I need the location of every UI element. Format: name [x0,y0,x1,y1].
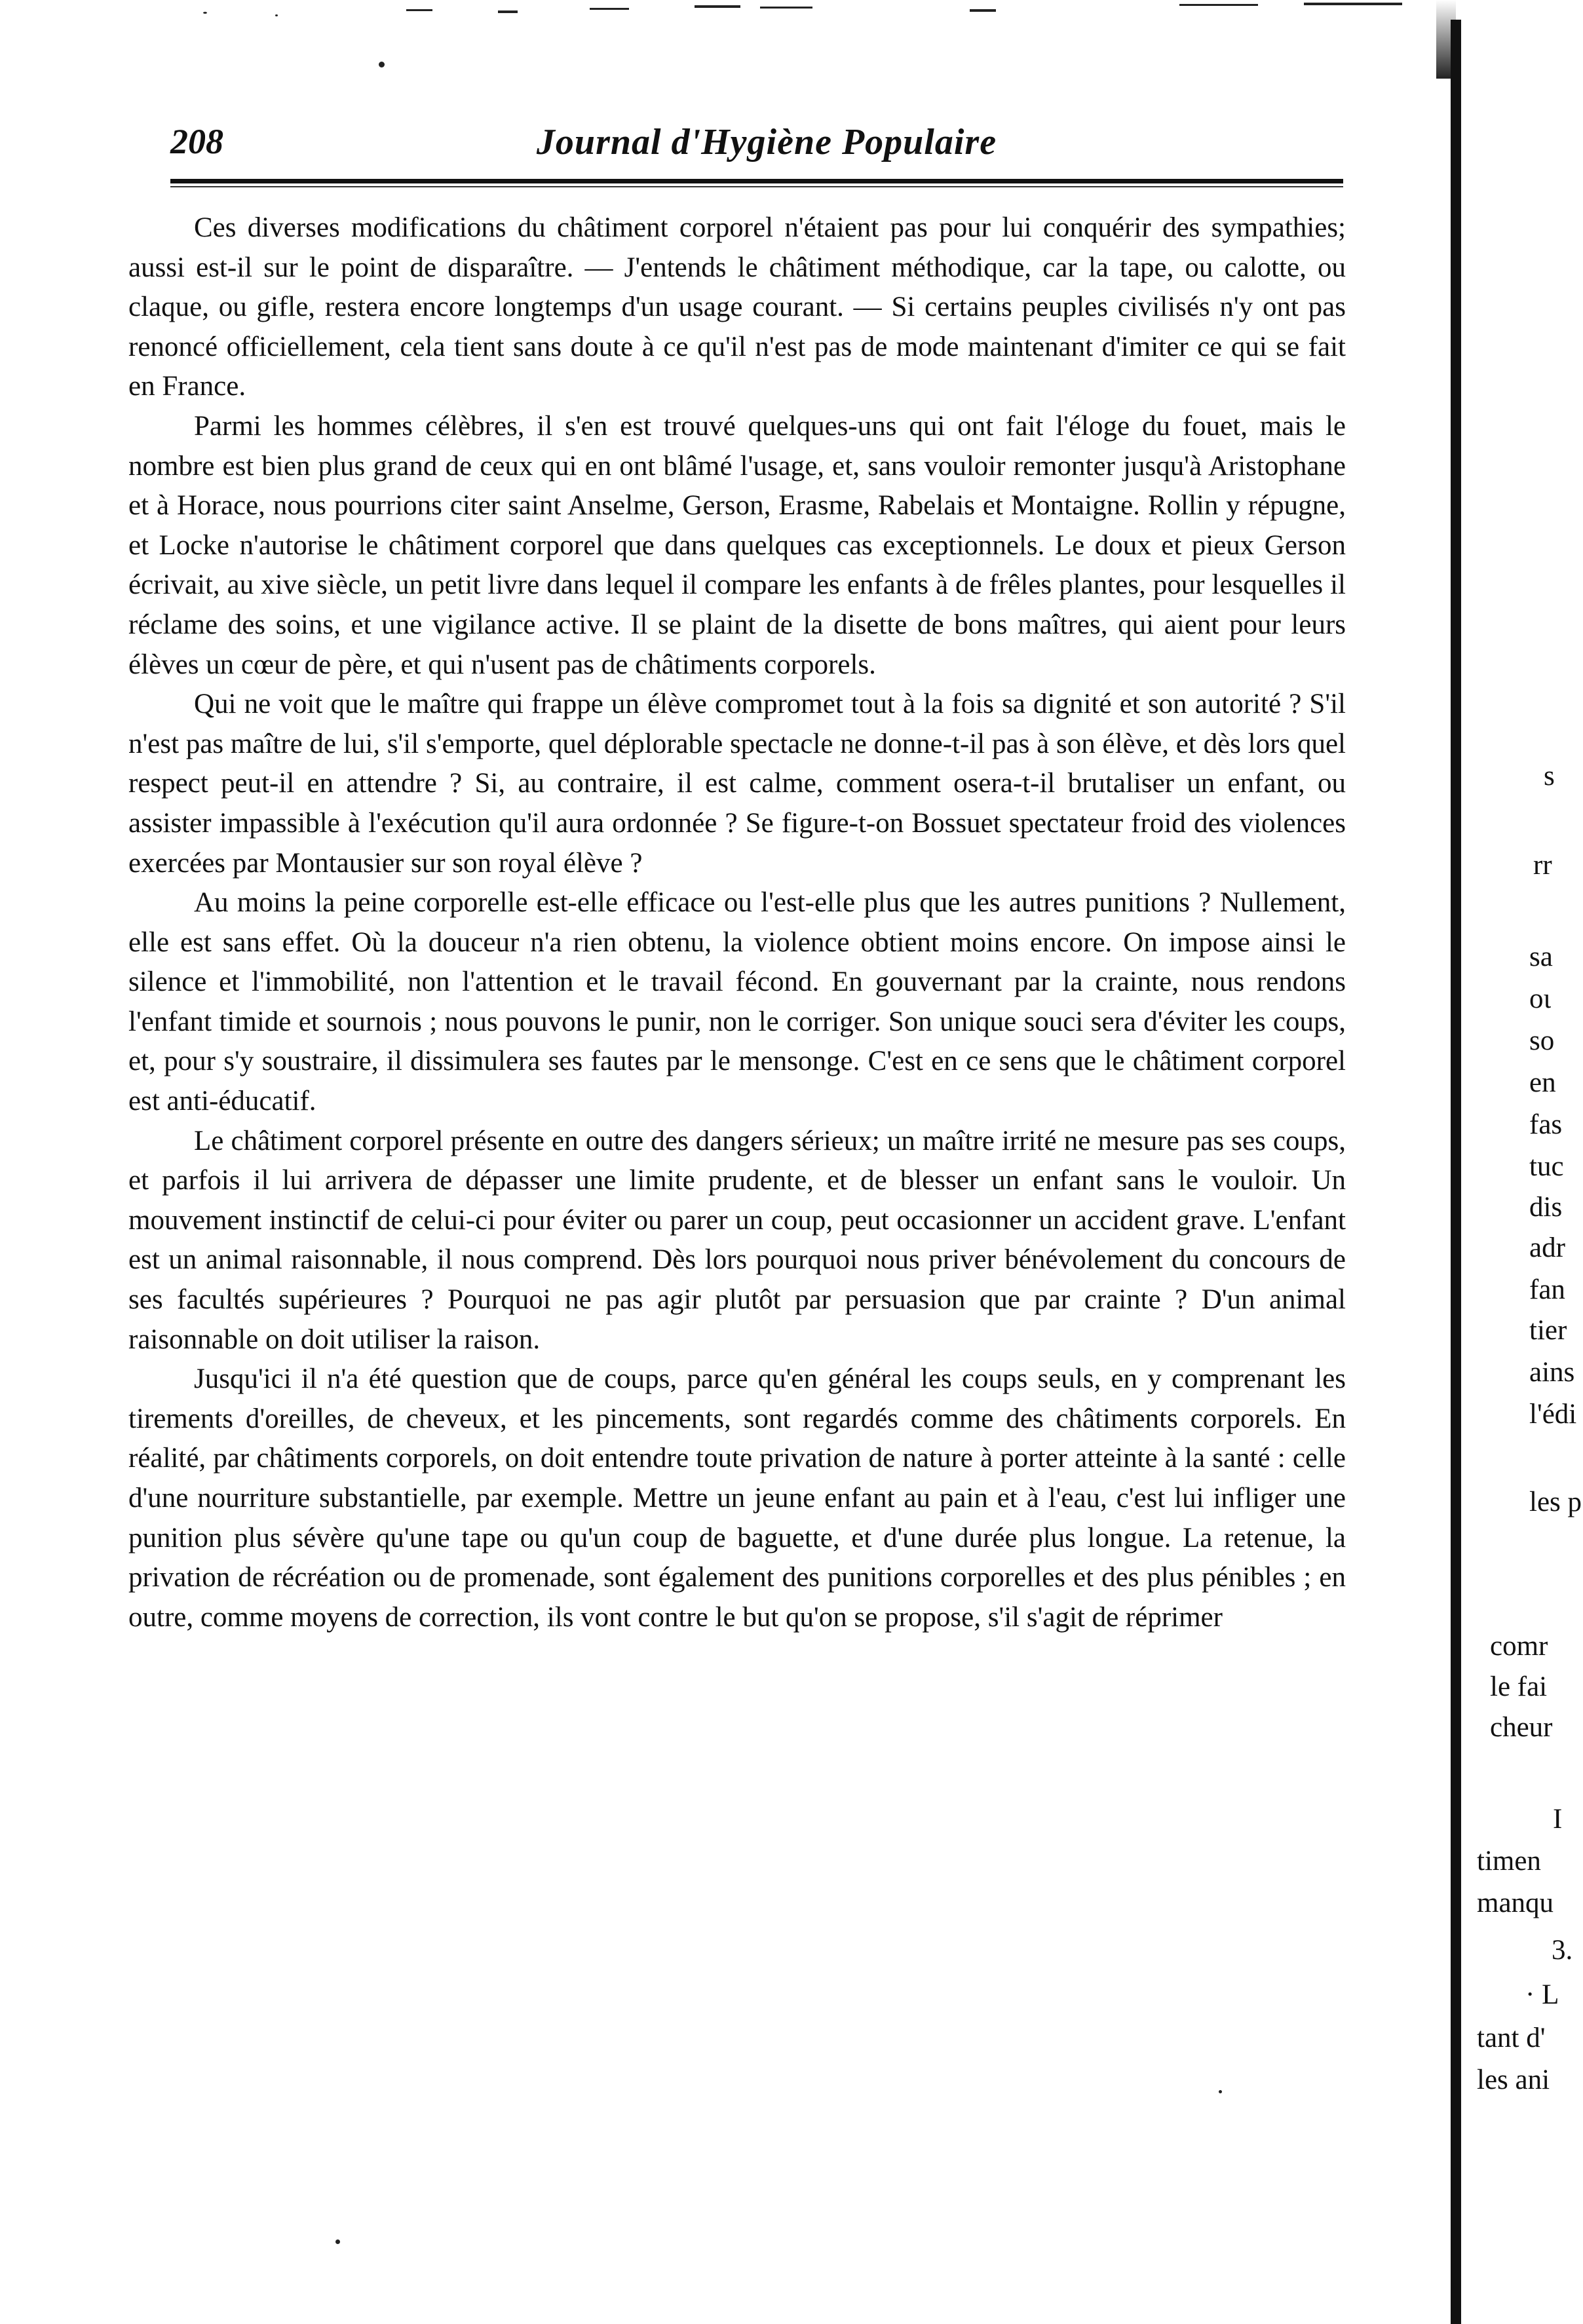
margin-fragment: timen [1477,1846,1541,1876]
adjacent-page-fragments [1470,0,1583,2324]
paragraph: Parmi les hommes célèbres, il s'en est trouvé quelques-uns qui ont fait l'éloge du fouet, mais le nombre est bien plus grand de ceux qui en ont blâmé l'usage, et, sans vouloir remonter jusqu'à Aristophane et à Horace, nous pourrions citer saint Anselme, Gerson, Erasme, Rabelais et Montaigne. Rollin y répugne, et Locke n'autorise le châtiment corporel que dans quelques cas exceptionnels. Le doux et pieux Gerson écrivait, au xive siècle, un petit livre dans lequel il compare les enfants à de frêles plantes, pour lesquelles il réclame des soins, et une vigilance active. Il se plaint de la disette de bons maîtres, qui aient pour leurs élèves un cœur de père, et qui n'usent pas de châtiments corporels. [128,410,1346,680]
paragraph: Qui ne voit que le maître qui frappe un élève compromet tout à la fois sa dignité et son autorité ? S'il n'est pas maître de lui, s'il s'emporte, quel déplorable spectacle ne donne-t-il pas à son élève, et dès lors quel respect peut-il en attendre ? Si, au contraire, il est calme, comment osera-t-il brutaliser un enfant, ou assister impassible à l'exécution qu'il aura ordonnée ? Se figure-t-on Bossuet spectateur froid des violences exercées par Montausier sur son royal élève ? [128,689,1346,879]
margin-fragment: fas [1529,1109,1563,1140]
article-body [128,208,1346,1637]
speck [335,2239,340,2244]
margin-fragment: s [1544,761,1555,791]
paragraph: Jusqu'ici il n'a été question que de coups, parce qu'en général les coups seuls, en y comprenant les tirements d'oreilles, de cheveux, et les pincements, sont regardés comme des châtiments corporels. En réalité, par châtiments corporels, on doit entendre toute privation de nature à porter atteinte à la santé : celle d'une nourriture substantielle, par exemple. Mettre un jeune enfant au pain et à l'eau, c'est lui infliger une punition plus sévère qu'une tape ou qu'un coup de baguette, et d'une durée plus longue. La retenue, la privation de récréation ou de promenade, sont également des punitions corporelles et des plus pénibles ; en outre, comme moyens de correction, ils vont contre le but qu'on se propose, s'il s'agit de réprimer [128,1363,1346,1633]
speck [760,7,812,9]
speck [379,62,385,67]
speck [203,12,207,14]
margin-fragment: sa [1529,942,1553,972]
header-rule-thin [170,186,1343,187]
speck [1179,4,1258,6]
speck [1219,2090,1222,2093]
margin-fragment: tant d' [1477,2023,1546,2053]
margin-fragment: adr [1529,1232,1565,1263]
margin-fragment: manqu [1477,1888,1554,1918]
margin-fragment: en [1529,1067,1556,1098]
margin-fragment: l'édi [1529,1399,1577,1430]
speck [590,8,629,10]
speck [406,9,432,11]
header-rule [170,179,1343,183]
page-header [170,121,1363,174]
paragraph: Ces diverses modifications du châtiment corporel n'étaient pas pour lui conquérir des sympathies; aussi est-il sur le point de disparaître. — J'entends le châtiment méthodique, car la tape, ou calotte, ou claque, ou gifle, restera encore longtemps d'un usage courant. — Si certains peuples civilisés n'y ont pas renoncé officiellement, cela tient sans doute à ce qu'il n'est pas de mode maintenant d'imiter ce qui se fait en France. [128,212,1346,402]
margin-fragment: le fai [1490,1671,1548,1702]
margin-fragment: les ani [1477,2065,1550,2095]
paragraph: Au moins la peine corporelle est-elle efficace ou l'est-elle plus que les autres punitions ? Nullement, elle est sans effet. Où la douceur n'a rien obtenu, la violence obtient moins encore. On impose ainsi le silence et l'immobilité, non l'attention et le travail fécond. En gouvernant par la crainte, nous rendons l'enfant timide et sournois ; nous pouvons le punir, non le corriger. Son unique souci sera d'éviter les coups, et, pour s'y soustraire, il dissimulera ses fautes par le mensonge. C'est en ce sens que le châtiment corporel est anti-éducatif. [128,887,1346,1117]
margin-fragment: comr [1490,1631,1548,1662]
margin-fragment: so [1529,1025,1555,1056]
margin-fragment: I [1553,1804,1563,1835]
page-edge-rule [1451,20,1461,2324]
speck [275,14,278,16]
margin-fragment: 3. [1552,1935,1573,1966]
speck [498,10,518,13]
margin-fragment: · L [1525,1979,1559,2010]
paragraph: Le châtiment corporel présente en outre des dangers sérieux; un maître irrité ne mesure pas ses coups, et parfois il lui arrivera de dépasser une limite prudente, et de blesser un enfant sans le vouloir. Un mouvement instinctif de celui-ci pour éviter ou parer un coup, peut occasionner un accident grave. L'enfant est un animal raisonnable, il nous comprend. Dès lors pourquoi nous priver bénévolement du concours de ses facultés supérieures ? Pourquoi ne pas agir plutôt par persuasion que par crainte ? D'un animal raisonnable on doit utiliser la raison. [128,1125,1346,1355]
margin-fragment: les p [1529,1487,1582,1517]
scan-noise-top [0,0,1583,26]
margin-fragment: tier [1529,1315,1567,1346]
margin-fragment: cheur [1490,1712,1553,1743]
margin-fragment: oι [1529,983,1552,1014]
margin-fragment: fan [1529,1274,1565,1305]
speck [970,9,996,12]
page-number: 208 [170,122,223,161]
margin-fragment: ains [1529,1357,1575,1388]
margin-fragment: rr [1533,850,1552,881]
speck [695,5,740,8]
margin-fragment: dis [1529,1192,1563,1223]
speck [1304,3,1402,5]
running-title: Journal d'Hygiène Populaire [536,122,997,162]
margin-fragment: tuc [1529,1151,1564,1182]
